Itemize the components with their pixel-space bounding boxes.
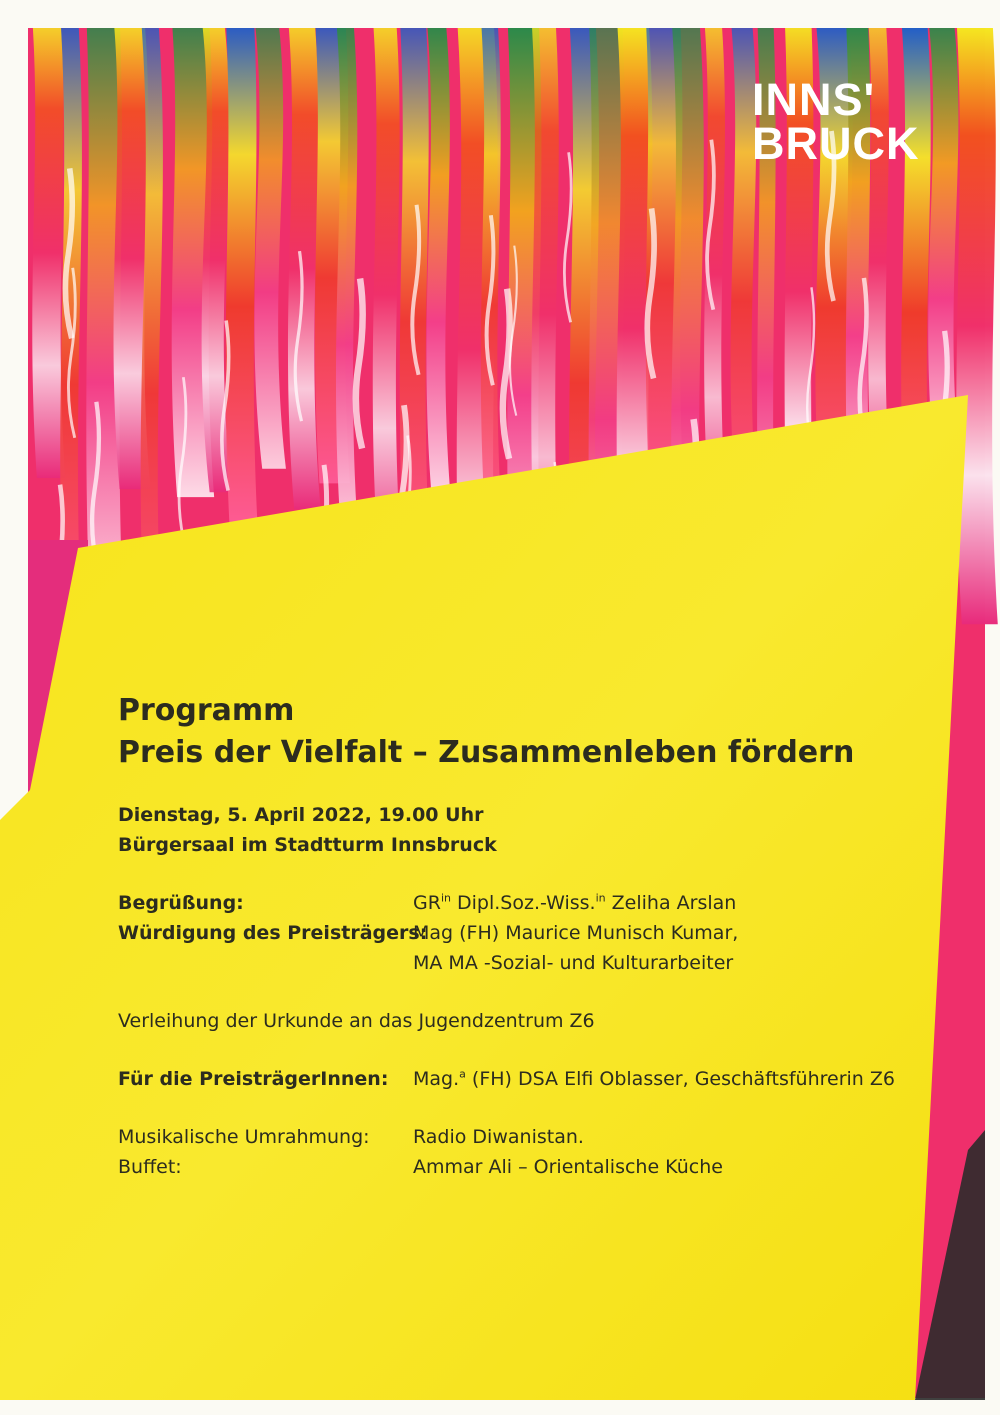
- paint-streak: [226, 28, 258, 534]
- winners-prefix: Mag.: [413, 1068, 460, 1090]
- buffet-label: Buffet:: [118, 1156, 182, 1178]
- logo-line-1: INNS': [752, 74, 876, 125]
- greeting-row: [118, 888, 938, 918]
- music-row: [118, 1122, 938, 1152]
- greeting-title-sup2: in: [595, 891, 606, 905]
- greeting-name: Zeliha Arslan: [605, 892, 737, 914]
- event-date: Dienstag, 5. April 2022, 19.00 Uhr: [118, 804, 484, 826]
- music-value: Radio Diwanistan.: [413, 1126, 584, 1148]
- music-label: Musikalische Umrahmung:: [118, 1126, 370, 1148]
- winners-row: [118, 1064, 938, 1094]
- heading-programm: Programm: [118, 693, 295, 728]
- extras-block: [118, 1122, 938, 1182]
- speaker-block: [118, 888, 938, 978]
- winners-rest: (FH) DSA Elfi Oblasser, Geschäftsführerin Z6: [465, 1068, 895, 1090]
- event-venue: Bürgersaal im Stadtturm Innsbruck: [118, 834, 497, 856]
- paint-streak: [956, 28, 998, 624]
- logo-line-2: BRUCK: [752, 118, 920, 169]
- winners-label: Für die PreisträgerInnen:: [118, 1068, 389, 1090]
- buffet-row: [118, 1152, 938, 1182]
- winners-sup: a: [459, 1067, 466, 1081]
- greeting-value: [413, 888, 736, 918]
- laudation-row-2: [118, 948, 938, 978]
- laudation-label: Würdigung des Preisträgers:: [118, 922, 428, 944]
- paint-streak: [32, 28, 65, 478]
- award-text: Verleihung der Urkunde an das Jugendzentrum Z6: [118, 1010, 595, 1032]
- event-info: [118, 800, 938, 860]
- greeting-label: Begrüßung:: [118, 892, 244, 914]
- innsbruck-logo: [752, 74, 920, 169]
- heading-award-name: Preis der Vielfalt – Zusammenleben fördern: [118, 735, 855, 770]
- laudation-value-2: MA MA -Sozial- und Kulturarbeiter: [413, 952, 734, 974]
- greeting-title-sup1: in: [440, 891, 451, 905]
- greeting-title-mid: Dipl.Soz.-Wiss.: [450, 892, 596, 914]
- buffet-value: Ammar Ali – Orientalische Küche: [413, 1156, 723, 1178]
- greeting-title-prefix: GR: [413, 892, 441, 914]
- laudation-value-1: Mag (FH) Maurice Munisch Kumar,: [413, 922, 739, 944]
- laudation-row: [118, 918, 938, 948]
- laudation-spacer: [118, 948, 413, 978]
- winners-value: [413, 1064, 895, 1094]
- program-content: [118, 690, 938, 1182]
